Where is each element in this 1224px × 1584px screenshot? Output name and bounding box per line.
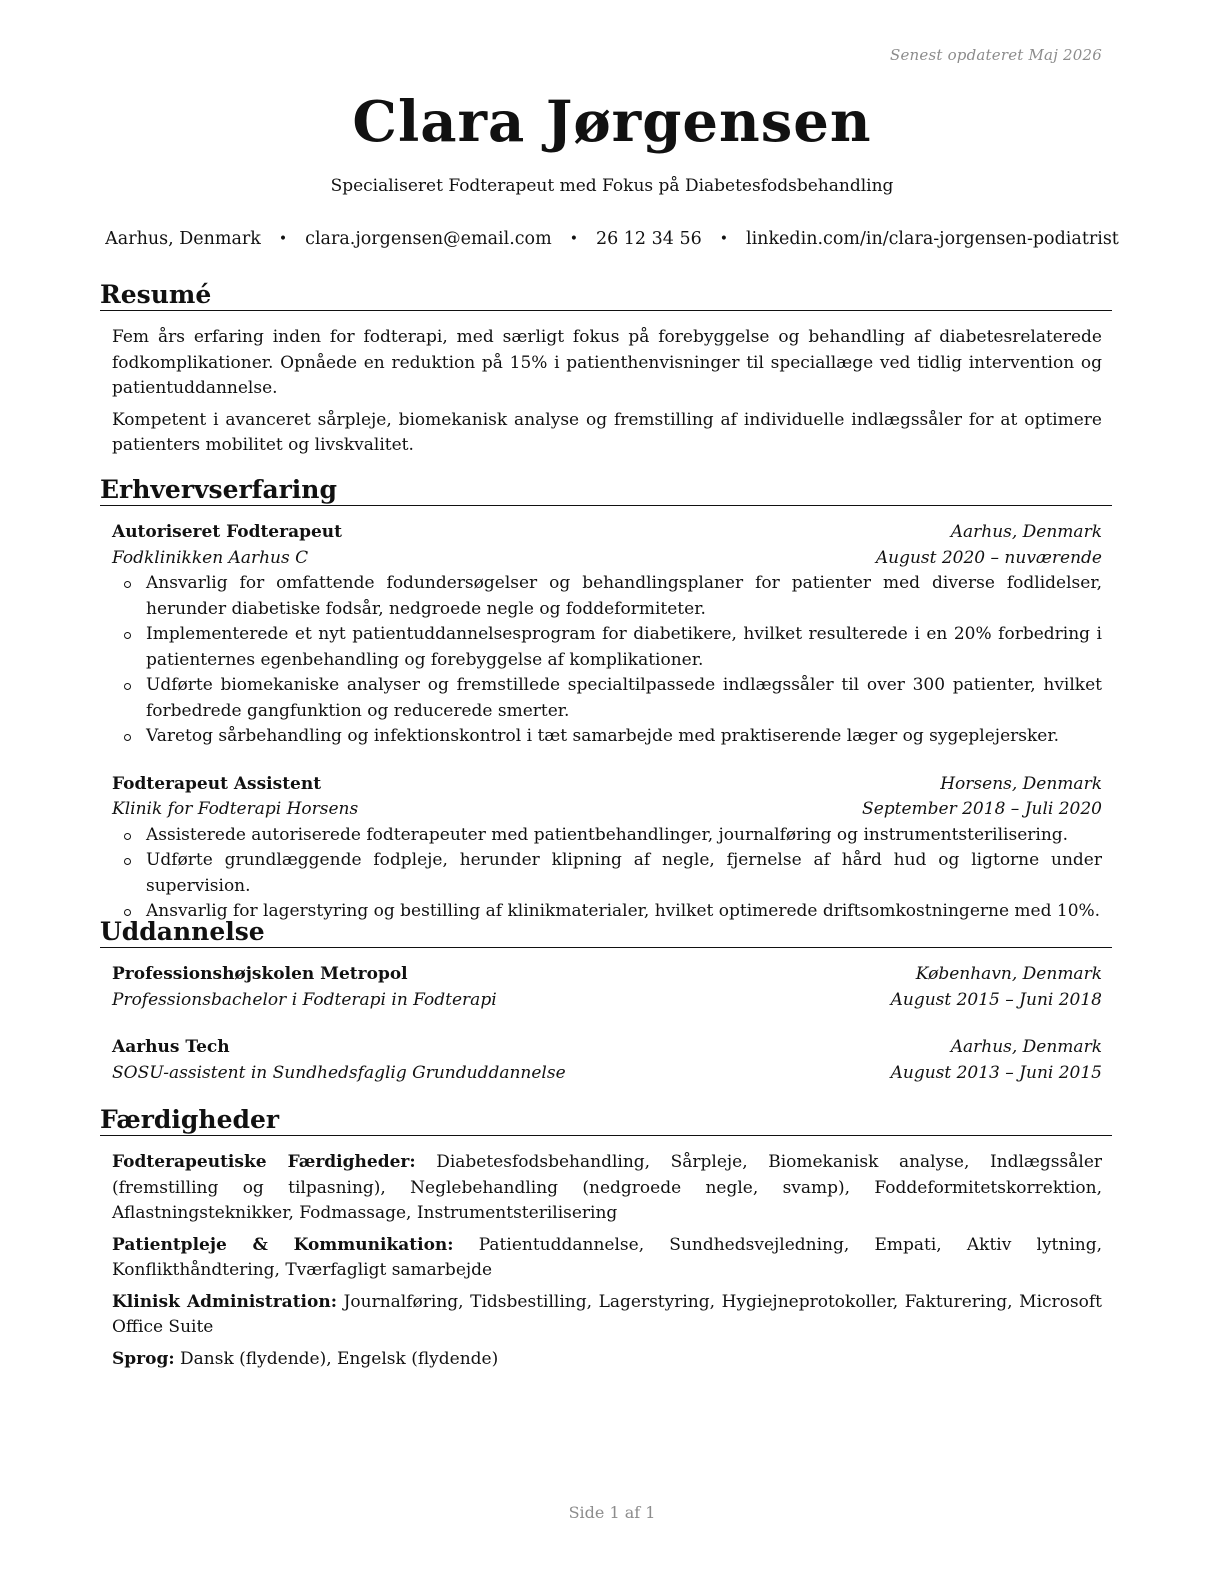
skill-text: Journalføring, Tidsbestilling, Lagerstyring, Hygiejneprotokoller, Fakturering, Microsoft Office Suite [112,1291,1102,1337]
job-subheader [112,797,1102,823]
job-entry [112,520,1102,750]
job-bullets [112,823,1102,925]
school-location: Aarhus, Denmark [950,1037,1102,1057]
degree: Professionsbachelor i Fodterapi in Fodterapi [112,989,497,1010]
education-header [112,962,1102,988]
school-location: København, Denmark [915,964,1102,984]
contact-phone[interactable]: 26 12 34 56 [595,229,702,249]
section-title: Færdigheder [100,1105,1112,1136]
job-header [112,520,1102,546]
section-title: Erhvervserfaring [100,475,1112,506]
job-bullet: Implementerede et nyt patientuddannelsesprogram for diabetikere, hvilket resulterede i en 20% forbedring i patienternes egenbehandling og forebyggelse af komplikationer. [134,622,1102,673]
job-bullets [112,571,1102,750]
job-role: Fodterapeut Assistent [112,773,322,794]
job-bullet: Varetog sårbehandling og infektionskontrol i tæt samarbejde med praktiserende læger og sygeplejersker. [134,724,1102,750]
education-dates: August 2015 – Juni 2018 [890,989,1102,1010]
candidate-name: Clara Jørgensen [352,89,872,155]
skill-group [112,1347,1102,1373]
education-subheader [112,988,1102,1014]
job-dates: August 2020 – nuværende [875,547,1102,568]
job-bullet: Assisterede autoriserede fodterapeuter med patientbehandlinger, journalføring og instrumentsterilisering. [134,823,1102,849]
last-updated: Senest opdateret Maj 2026 [889,46,1102,64]
contact-line [100,229,1124,249]
skill-group [112,1290,1102,1341]
job-bullet: Ansvarlig for lagerstyring og bestilling af klinikmaterialer, hvilket optimerede driftsomkostningerne med 10%. [134,899,1102,925]
skill-label: Sprog: [112,1348,175,1369]
job-company: Klinik for Fodterapi Horsens [112,799,359,819]
contact-location: Aarhus, Denmark [105,229,261,249]
skill-label: Fodterapeutiske Færdigheder: [112,1152,416,1172]
job-bullet: Udførte grundlæggende fodpleje, herunder klipning af negle, fjernelse af hård hud og ligtorne under supervision. [134,848,1102,899]
job-subheader [112,546,1102,572]
degree: SOSU-assistent in Sundhedsfaglig Grunduddannelse [112,1062,566,1083]
contact-email[interactable]: clara.jorgensen@email.com [305,229,552,249]
skill-label: Patientpleje & Kommunikation: [112,1234,454,1255]
school-name: Professionshøjskolen Metropol [112,964,408,984]
job-role: Autoriseret Fodterapeut [112,522,343,542]
summary-section [100,280,1112,459]
education-subheader [112,1061,1102,1087]
job-company: Fodklinikken Aarhus C [112,547,309,568]
section-title: Resumé [100,280,1112,311]
skill-group [112,1233,1102,1284]
bullet-separator: • [569,231,578,247]
education-dates: August 2013 – Juni 2015 [890,1062,1102,1083]
bullet-separator: • [278,231,288,247]
education-header [112,1035,1102,1061]
section-title: Uddannelse [100,917,1112,948]
job-location: Aarhus, Denmark [950,522,1102,542]
bullet-separator: • [719,231,728,247]
page-number: Side 1 af 1 [568,1503,656,1522]
education-section [100,917,1112,1086]
summary-paragraph: Kompetent i avanceret sårpleje, biomekanisk analyse og fremstilling af individuelle indlægssåler for at optimere patienters mobilitet og livskvalitet. [112,409,1102,455]
education-entry [112,962,1102,1013]
skill-label: Klinisk Administration: [112,1291,337,1312]
skill-text: Dansk (flydende), Engelsk (flydende) [180,1348,499,1369]
skill-text: Patientuddannelse, Sundhedsvejledning, Empati, Aktiv lytning, Konflikthåndtering, Tværfagligt samarbejde [112,1234,1103,1280]
summary-body [100,325,1112,459]
skill-text: Diabetesfodsbehandling, Sårpleje, Biomekanisk analyse, Indlægssåler (fremstilling og tilpasning), Neglebehandling (nedgroede negle, svamp), Foddeformitetskorrektion, Aflastningsteknikker, Fodmassage, Instrumentsterilisering [112,1152,1103,1223]
summary-paragraph: Fem års erfaring inden for fodterapi, med særligt fokus på forebyggelse og behandling af diabetesrelaterede fodkomplikationer. Opnåede en reduktion på 15% i patienthenvisninger til speciallæge ved tidlig intervention og patientuddannelse. [112,327,1102,398]
experience-section [100,475,1112,925]
job-entry [112,772,1102,925]
tagline: Specialiseret Fodterapeut med Fokus på Diabetesfodsbehandling [330,176,894,196]
job-header [112,772,1102,798]
job-location: Horsens, Denmark [940,773,1102,794]
job-bullet: Ansvarlig for omfattende fodundersøgelser og behandlingsplaner for patienter med diverse fodlidelser, herunder diabetiske fodsår, nedgroede negle og foddeformiteter. [134,571,1102,622]
contact-linkedin[interactable]: linkedin.com/in/clara-jorgensen-podiatrist [745,229,1119,249]
skills-section [100,1105,1112,1372]
education-entry [112,1035,1102,1086]
job-bullet: Udførte biomekaniske analyser og fremstillede specialtilpassede indlægssåler til over 300 patienter, hvilket forbedrede gangfunktion og reducerede smerter. [134,673,1102,724]
skills-body [100,1150,1112,1372]
job-dates: September 2018 – Juli 2020 [862,799,1102,819]
experience-body [100,520,1112,925]
education-body [100,962,1112,1086]
skill-group [112,1150,1102,1227]
school-name: Aarhus Tech [112,1037,230,1057]
